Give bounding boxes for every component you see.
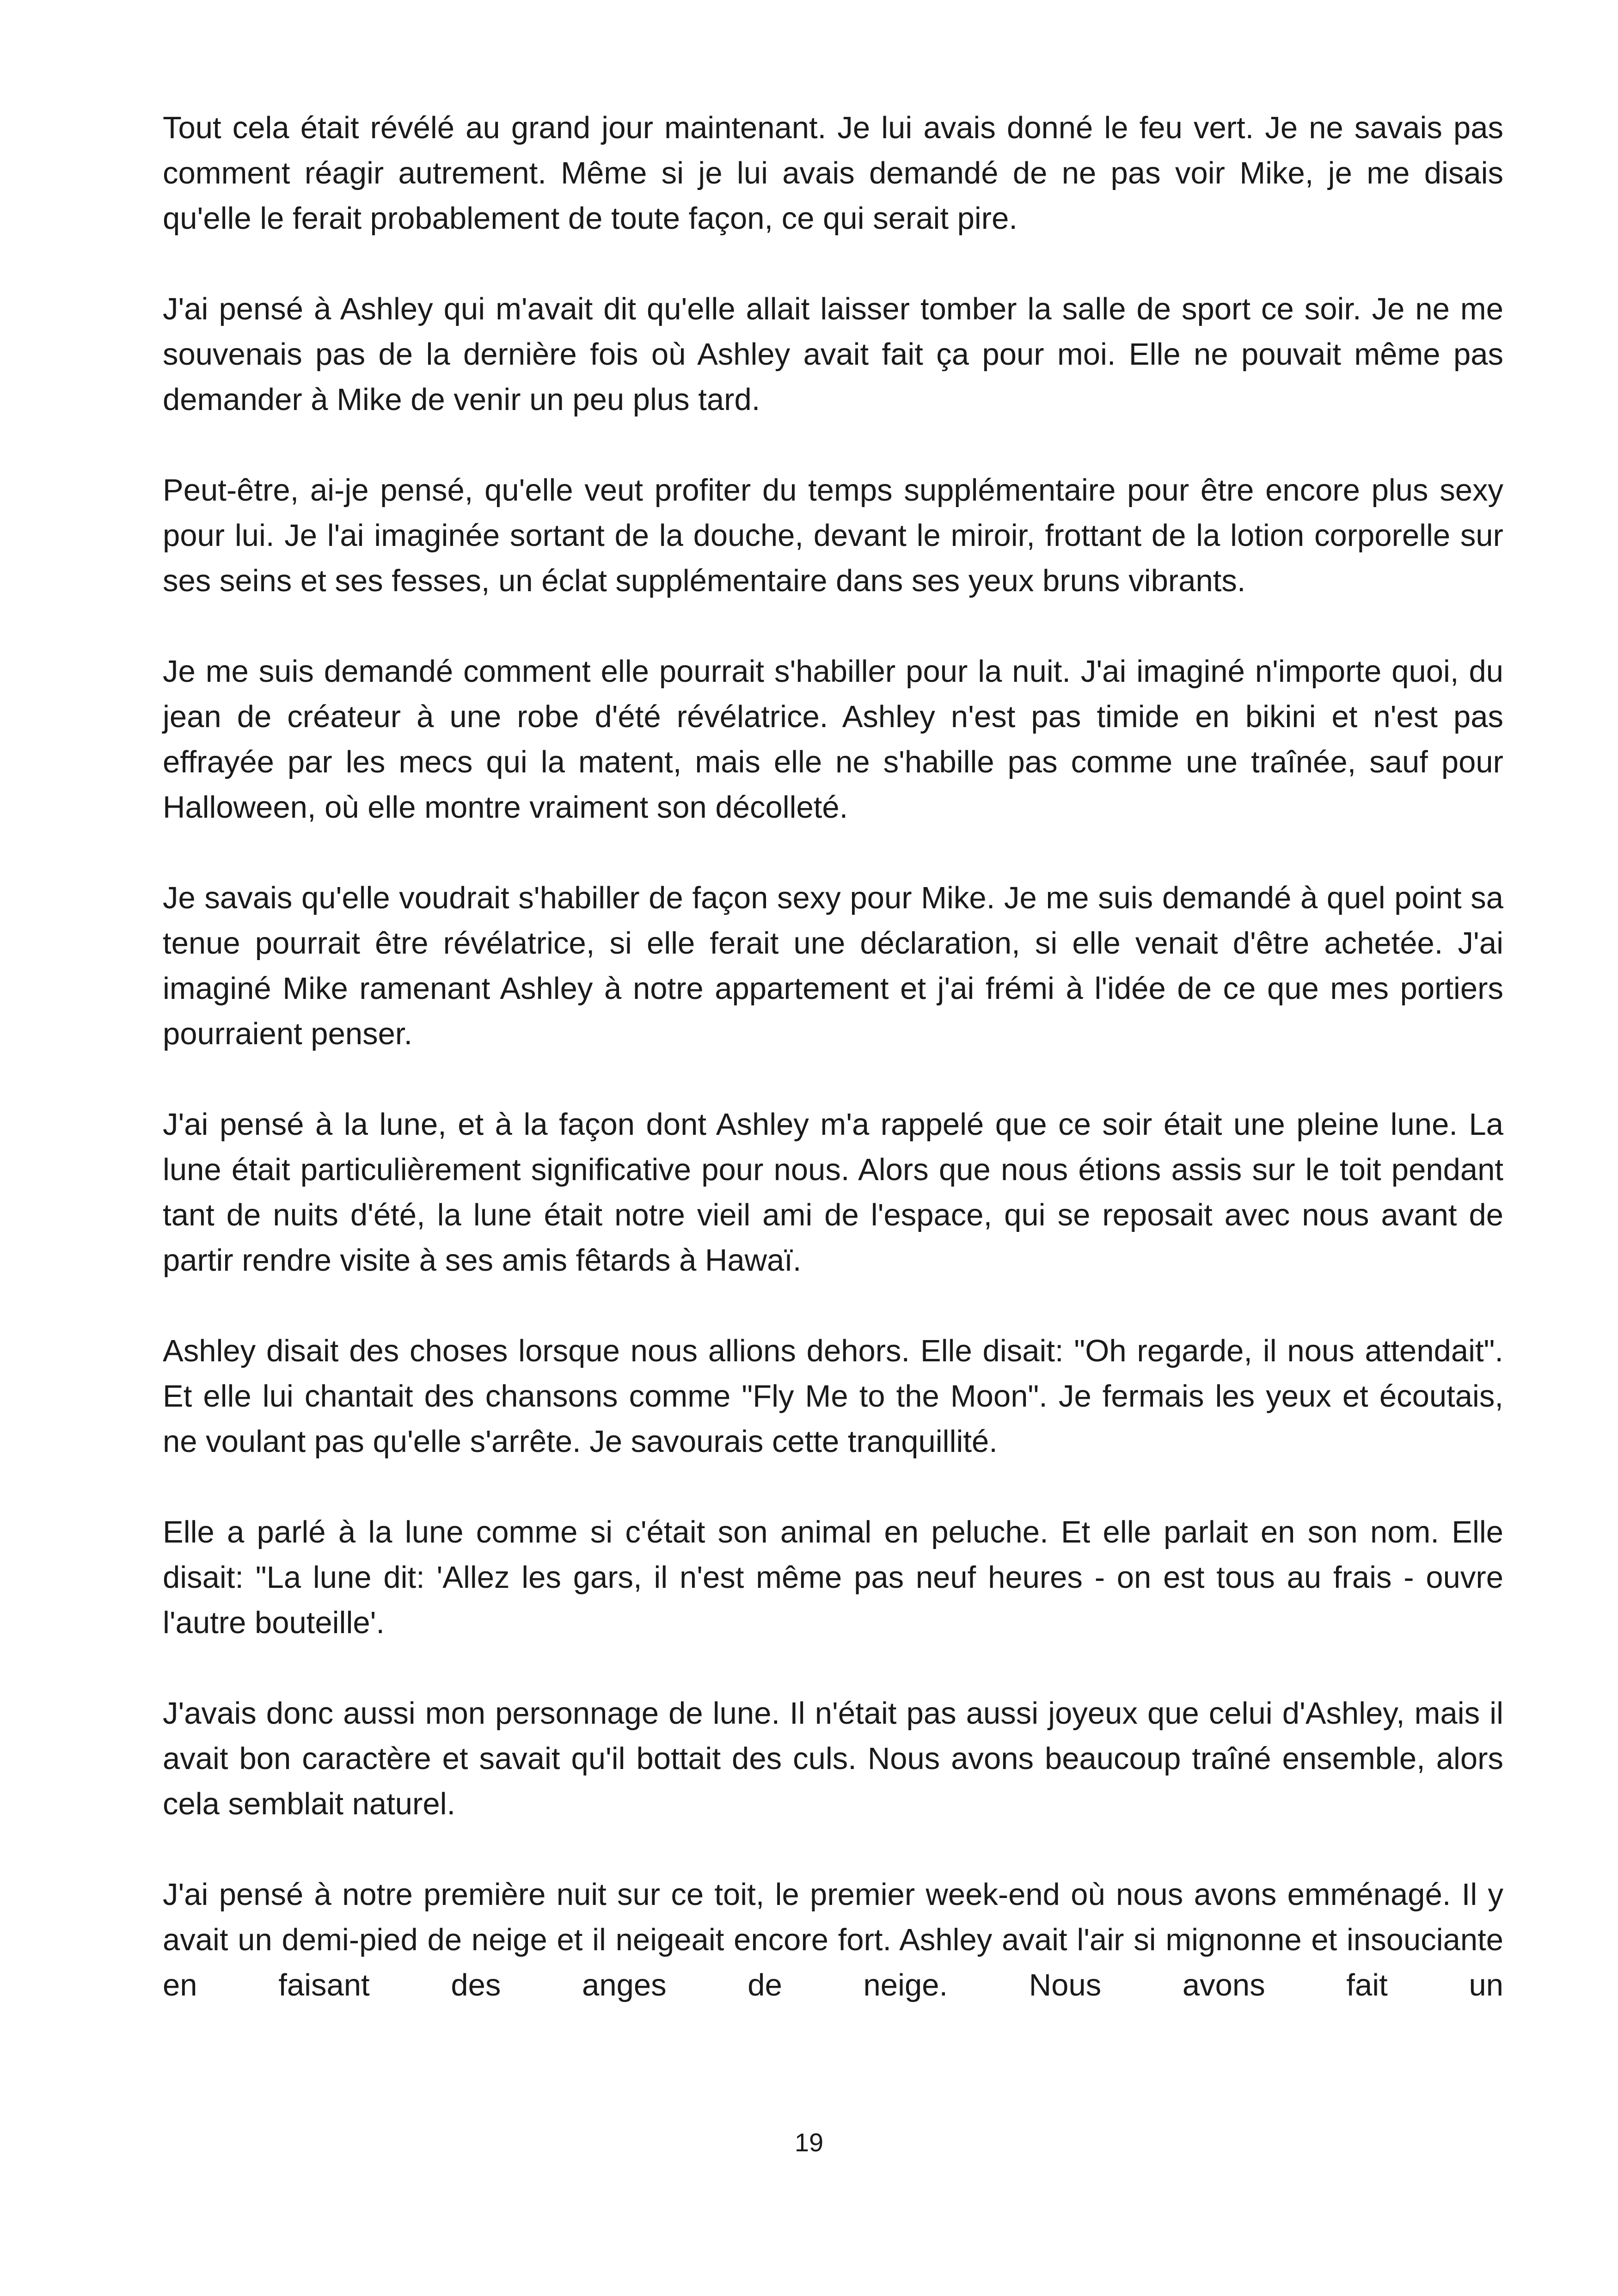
paragraph-2: J'ai pensé à Ashley qui m'avait dit qu'elle allait laisser tomber la salle de sport ce soir. Je ne me souvenais pas de la dernière fois où Ashley avait fait ça pour moi. Elle ne pouvait même pas demander à Mike de venir un peu plus tard. xyxy=(163,292,1503,417)
page-number: 19 xyxy=(794,2128,824,2157)
paragraph-10: J'ai pensé à notre première nuit sur ce toit, le premier week-end où nous avons emménagé. Il y avait un demi-pied de neige et il neigeait encore fort. Ashley avait l'air si mignonne et insouciante en faisant des anges de neige. Nous avons fait un xyxy=(163,1877,1503,2002)
paragraph-9: J'avais donc aussi mon personnage de lune. Il n'était pas aussi joyeux que celui d'Ashley, mais il avait bon caractère et savait qu'il bottait des culs. Nous avons beaucoup traîné ensemble, alors cela semblait naturel. xyxy=(163,1696,1503,1821)
paragraph-1: Tout cela était révélé au grand jour maintenant. Je lui avais donné le feu vert. Je ne savais pas comment réagir autrement. Même si je lui avais demandé de ne pas voir Mike, je me disais qu'elle le ferait probablement de toute façon, ce qui serait pire. xyxy=(163,110,1503,236)
paragraph-7: Ashley disait des choses lorsque nous allions dehors. Elle disait: "Oh regarde, il nous attendait". Et elle lui chantait des chansons comme "Fly Me to the Moon". Je fermais les yeux et écoutais, ne voulant pas qu'elle s'arrête. Je savourais cette tranquillité. xyxy=(163,1334,1503,1459)
paragraph-8: Elle a parlé à la lune comme si c'était son animal en peluche. Et elle parlait en son nom. Elle disait: "La lune dit: 'Allez les gars, il n'est même pas neuf heures - on est tous au frais - ouvre l'autre bouteille'. xyxy=(163,1515,1503,1640)
paragraph-6: J'ai pensé à la lune, et à la façon dont Ashley m'a rappelé que ce soir était une pleine lune. La lune était particulièrement significative pour nous. Alors que nous étions assis sur le toit pendant tant de nuits d'été, la lune était notre vieil ami de l'espace, qui se reposait avec nous avant de partir rendre visite à ses amis fêtards à Hawaï. xyxy=(163,1107,1503,1278)
paragraph-5: Je savais qu'elle voudrait s'habiller de façon sexy pour Mike. Je me suis demandé à quel point sa tenue pourrait être révélatrice, si elle ferait une déclaration, si elle venait d'être achetée. J'ai imaginé Mike ramenant Ashley à notre appartement et j'ai frémi à l'idée de ce que mes portiers pourraient penser. xyxy=(163,881,1503,1051)
body-text xyxy=(163,105,1503,2008)
paragraph-3: Peut-être, ai-je pensé, qu'elle veut profiter du temps supplémentaire pour être encore plus sexy pour lui. Je l'ai imaginée sortant de la douche, devant le miroir, frottant de la lotion corporelle sur ses seins et ses fesses, un éclat supplémentaire dans ses yeux bruns vibrants. xyxy=(163,473,1503,598)
paragraph-4: Je me suis demandé comment elle pourrait s'habiller pour la nuit. J'ai imaginé n'importe quoi, du jean de créateur à une robe d'été révélatrice. Ashley n'est pas timide en bikini et n'est pas effrayée par les mecs qui la matent, mais elle ne s'habille pas comme une traînée, sauf pour Halloween, où elle montre vraiment son décolleté. xyxy=(163,654,1503,825)
